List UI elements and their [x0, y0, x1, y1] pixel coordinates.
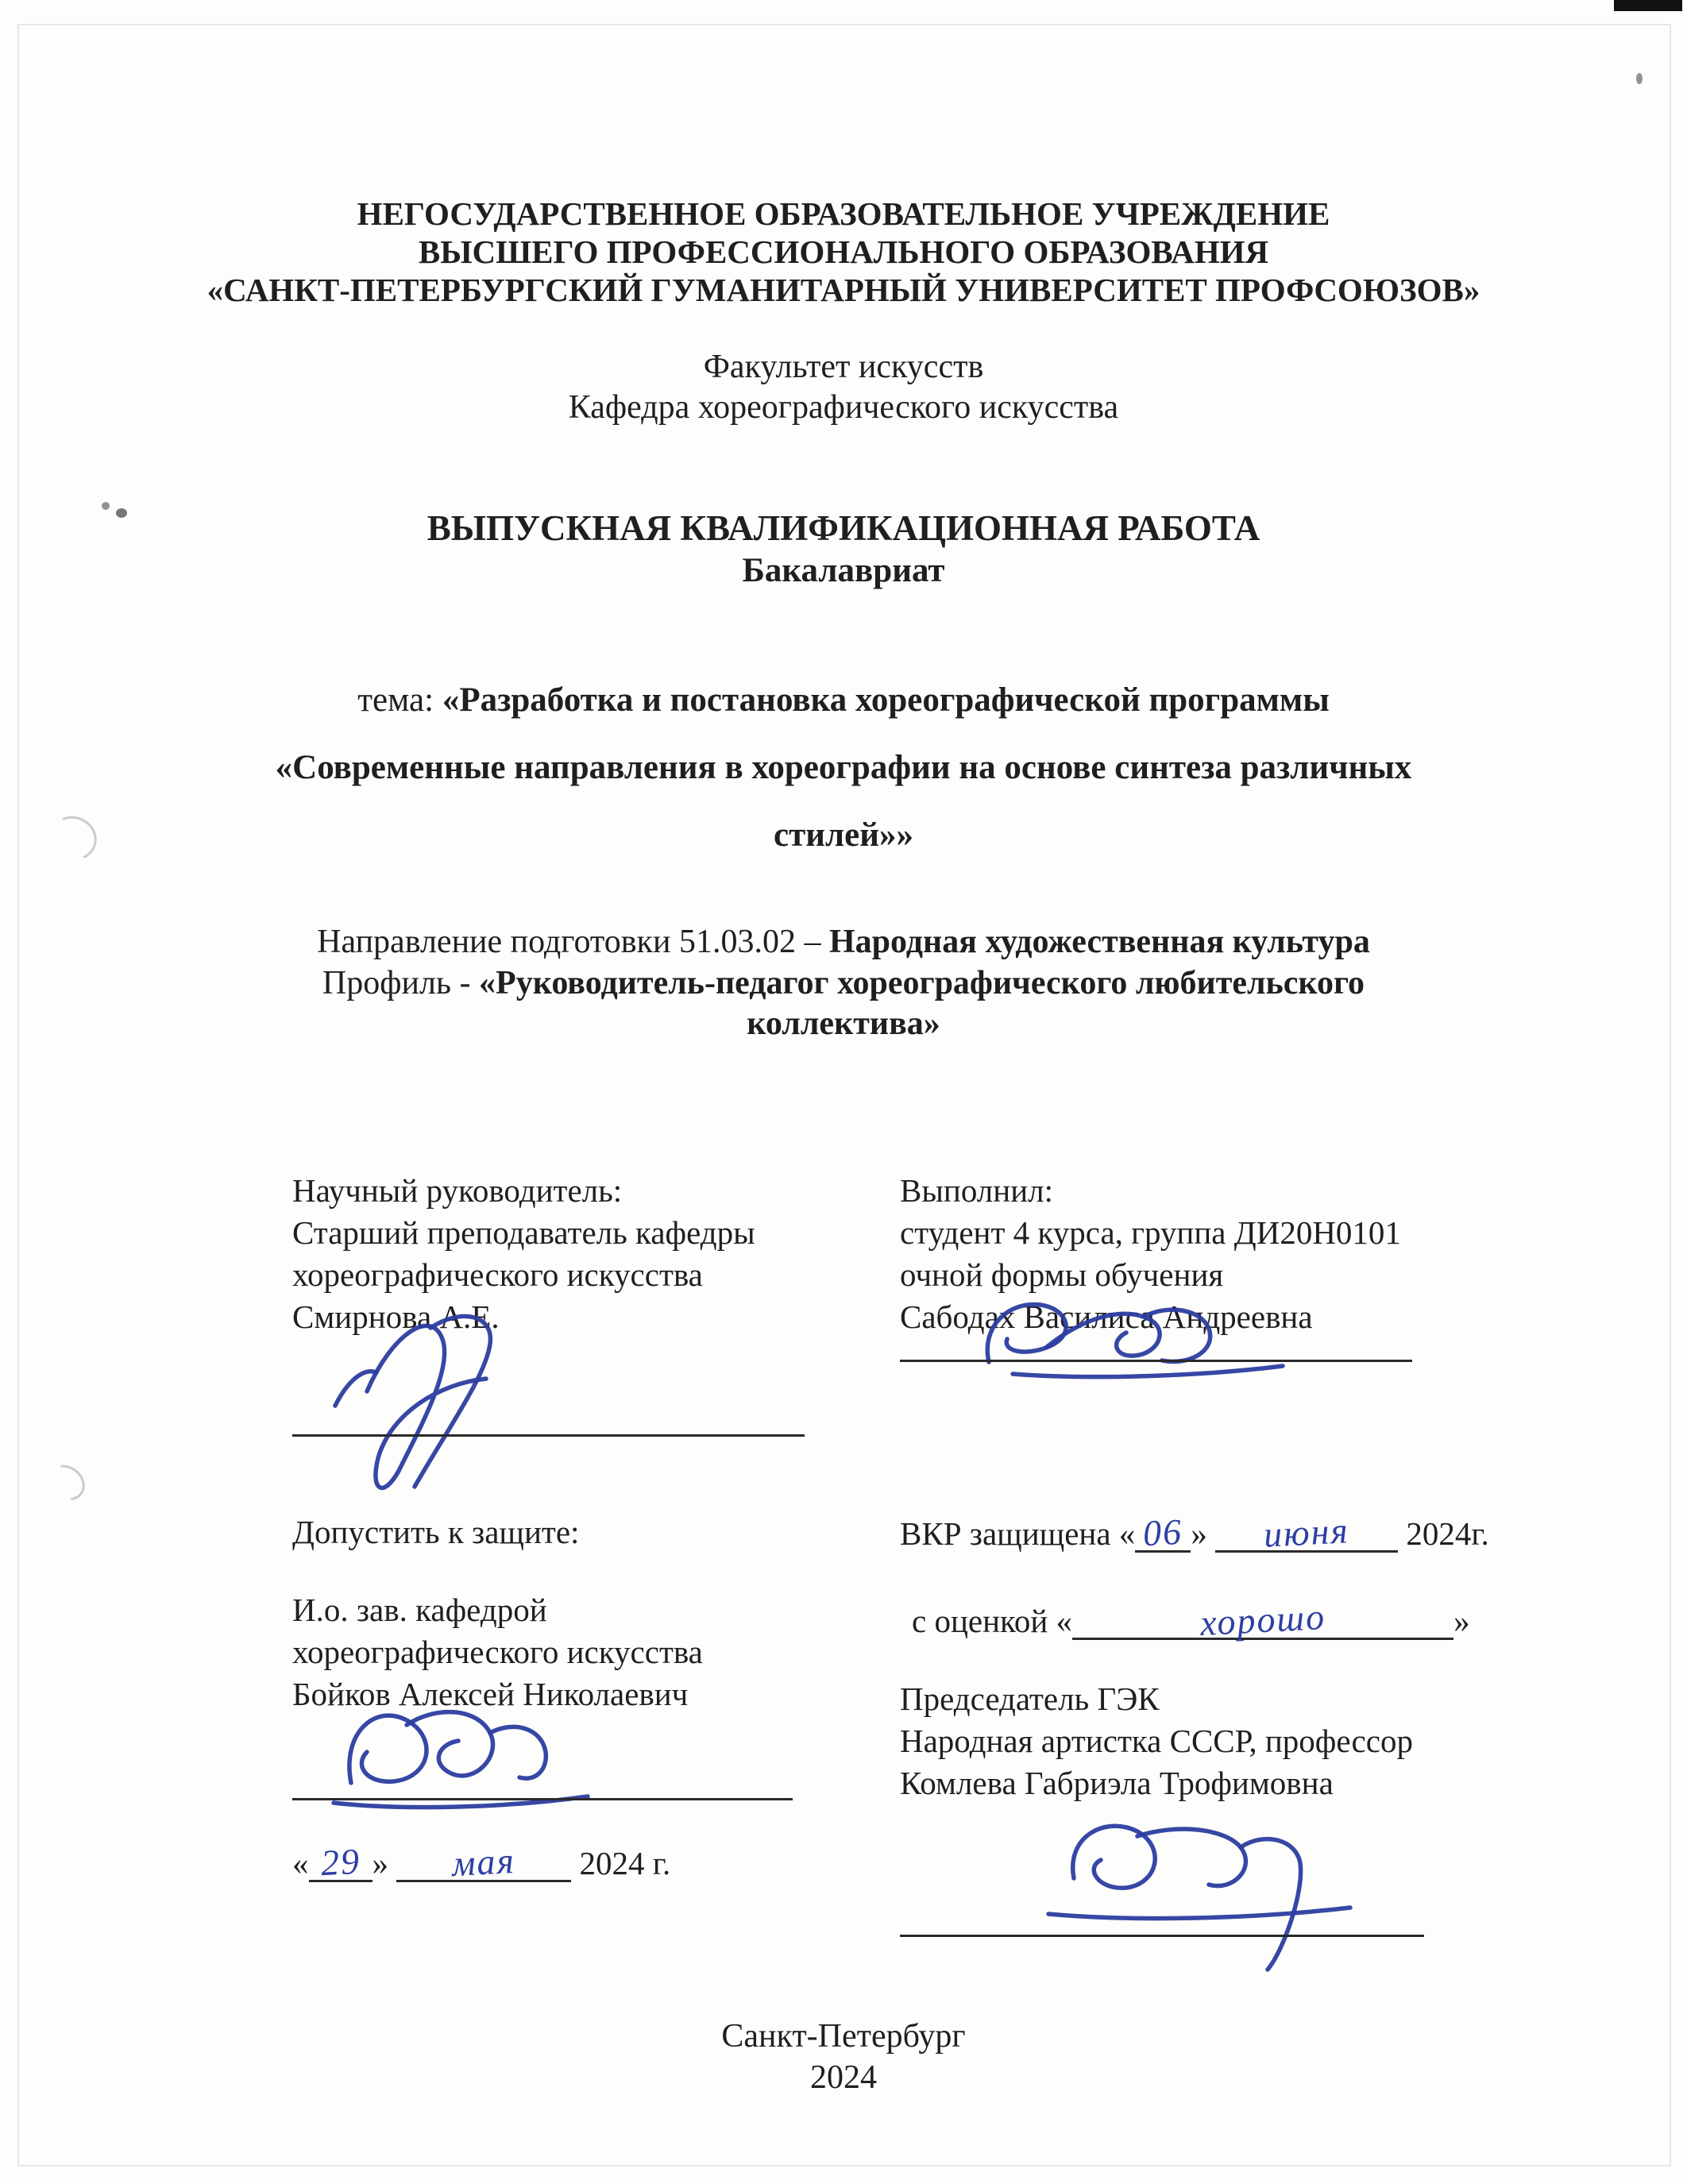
- faculty-line: Факультет искусств: [703, 349, 984, 385]
- defense-mid: »: [1191, 1515, 1207, 1552]
- supervisor-block: [292, 1170, 864, 1338]
- institution-line-2: ВЫСШЕГО ПРОФЕССИОНАЛЬНОГО ОБРАЗОВАНИЯ: [418, 233, 1269, 270]
- defense-date-line: [900, 1511, 1678, 1555]
- chairman-block: [900, 1678, 1646, 1804]
- author-heading: Выполнил:: [900, 1172, 1053, 1209]
- grade-line: [912, 1596, 1658, 1644]
- supervisor-line-1: Старший преподаватель кафедры: [292, 1214, 755, 1251]
- chairman-name: Комлева Габриэла Трофимовна: [900, 1765, 1334, 1801]
- chairman-line-2: Народная артистка СССР, профессор: [900, 1723, 1413, 1759]
- direction-value: Народная художественная культура: [828, 924, 1370, 960]
- chairman-signature: [1017, 1795, 1382, 1985]
- scan-black-mark: [1614, 0, 1682, 11]
- institution-line-3: «САНКТ-ПЕТЕРБУРГСКИЙ ГУМАНИТАРНЫЙ УНИВЕРСИТЕТ ПРОФСОЮЗОВ»: [207, 272, 1480, 308]
- author-block: [900, 1170, 1615, 1338]
- grade-handwritten: хорошо: [1199, 1596, 1327, 1644]
- topic-line-3: стилей»»: [774, 816, 913, 854]
- work-type-title: ВЫПУСКНАЯ КВАЛИФИКАЦИОННАЯ РАБОТА: [427, 508, 1260, 548]
- acting-head-line-1: И.о. зав. кафедрой: [292, 1592, 547, 1628]
- supervisor-signature-line: [292, 1434, 805, 1437]
- admission-date-line: [292, 1841, 864, 1885]
- chairman-title: Председатель ГЭК: [900, 1680, 1160, 1717]
- acting-head-line-2: хореографического искусства: [292, 1634, 703, 1670]
- profile-label: Профиль -: [322, 965, 480, 1001]
- admission-year: 2024 г.: [579, 1845, 671, 1881]
- admission-heading: Допустить к защите:: [292, 1514, 580, 1550]
- topic-text-1: «Разработка и постановка хореографической программы: [442, 681, 1330, 719]
- chairman-signature-line: [900, 1935, 1424, 1937]
- department-line: Кафедра хореографического искусства: [568, 389, 1119, 426]
- supervisor-heading: Научный руководитель:: [292, 1172, 623, 1209]
- topic-line-2: «Современные направления в хореографии на основе синтеза различных: [275, 749, 1412, 786]
- admission-month-handwritten: мая: [451, 1839, 517, 1885]
- acting-head-signature-line: [292, 1798, 793, 1800]
- author-name: Сабодах Василиса Андреевна: [900, 1298, 1313, 1335]
- grade-prefix: с оценкой «: [912, 1603, 1073, 1639]
- author-line-2: очной формы обучения: [900, 1256, 1224, 1293]
- profile-line-2: коллектива»: [747, 1005, 940, 1042]
- topic-line-1: [0, 679, 1687, 722]
- acting-head-name: Бойков Алексей Николаевич: [292, 1676, 689, 1712]
- footer-year: 2024: [810, 2059, 877, 2096]
- supervisor-line-2: хореографического искусства: [292, 1256, 703, 1293]
- acting-head-block: [292, 1589, 864, 1715]
- topic-label: тема:: [357, 681, 442, 719]
- direction-line: [0, 921, 1687, 963]
- supervisor-name: Смирнова А.Е.: [292, 1298, 500, 1335]
- scan-arc-artifact: [40, 1457, 91, 1507]
- institution-line-1: НЕГОСУДАРСТВЕННОЕ ОБРАЗОВАТЕЛЬНОЕ УЧРЕЖДЕНИЕ: [357, 195, 1330, 232]
- work-level: Бакалавриат: [742, 552, 945, 589]
- defense-year: 2024г.: [1406, 1515, 1489, 1552]
- admission-quote-open: «: [292, 1845, 309, 1881]
- profile-text-1: «Руководитель-педагог хореографического любительского: [479, 965, 1365, 1001]
- defense-day-handwritten: 06: [1142, 1511, 1184, 1554]
- profile-line-1: [0, 963, 1687, 1005]
- grade-suffix: »: [1453, 1603, 1470, 1639]
- admission-day-handwritten: 29: [319, 1840, 361, 1884]
- defense-month-handwritten: июня: [1262, 1510, 1351, 1555]
- footer-city: Санкт-Петербург: [721, 2018, 966, 2055]
- author-signature-line: [900, 1360, 1412, 1362]
- defense-prefix: ВКР защищена «: [900, 1515, 1136, 1552]
- direction-label: Направление подготовки 51.03.02 –: [317, 924, 829, 960]
- author-line-1: студент 4 курса, группа ДИ20Н0101: [900, 1214, 1401, 1251]
- admission-quote-close: »: [372, 1845, 388, 1881]
- scan-speck: [1636, 73, 1643, 84]
